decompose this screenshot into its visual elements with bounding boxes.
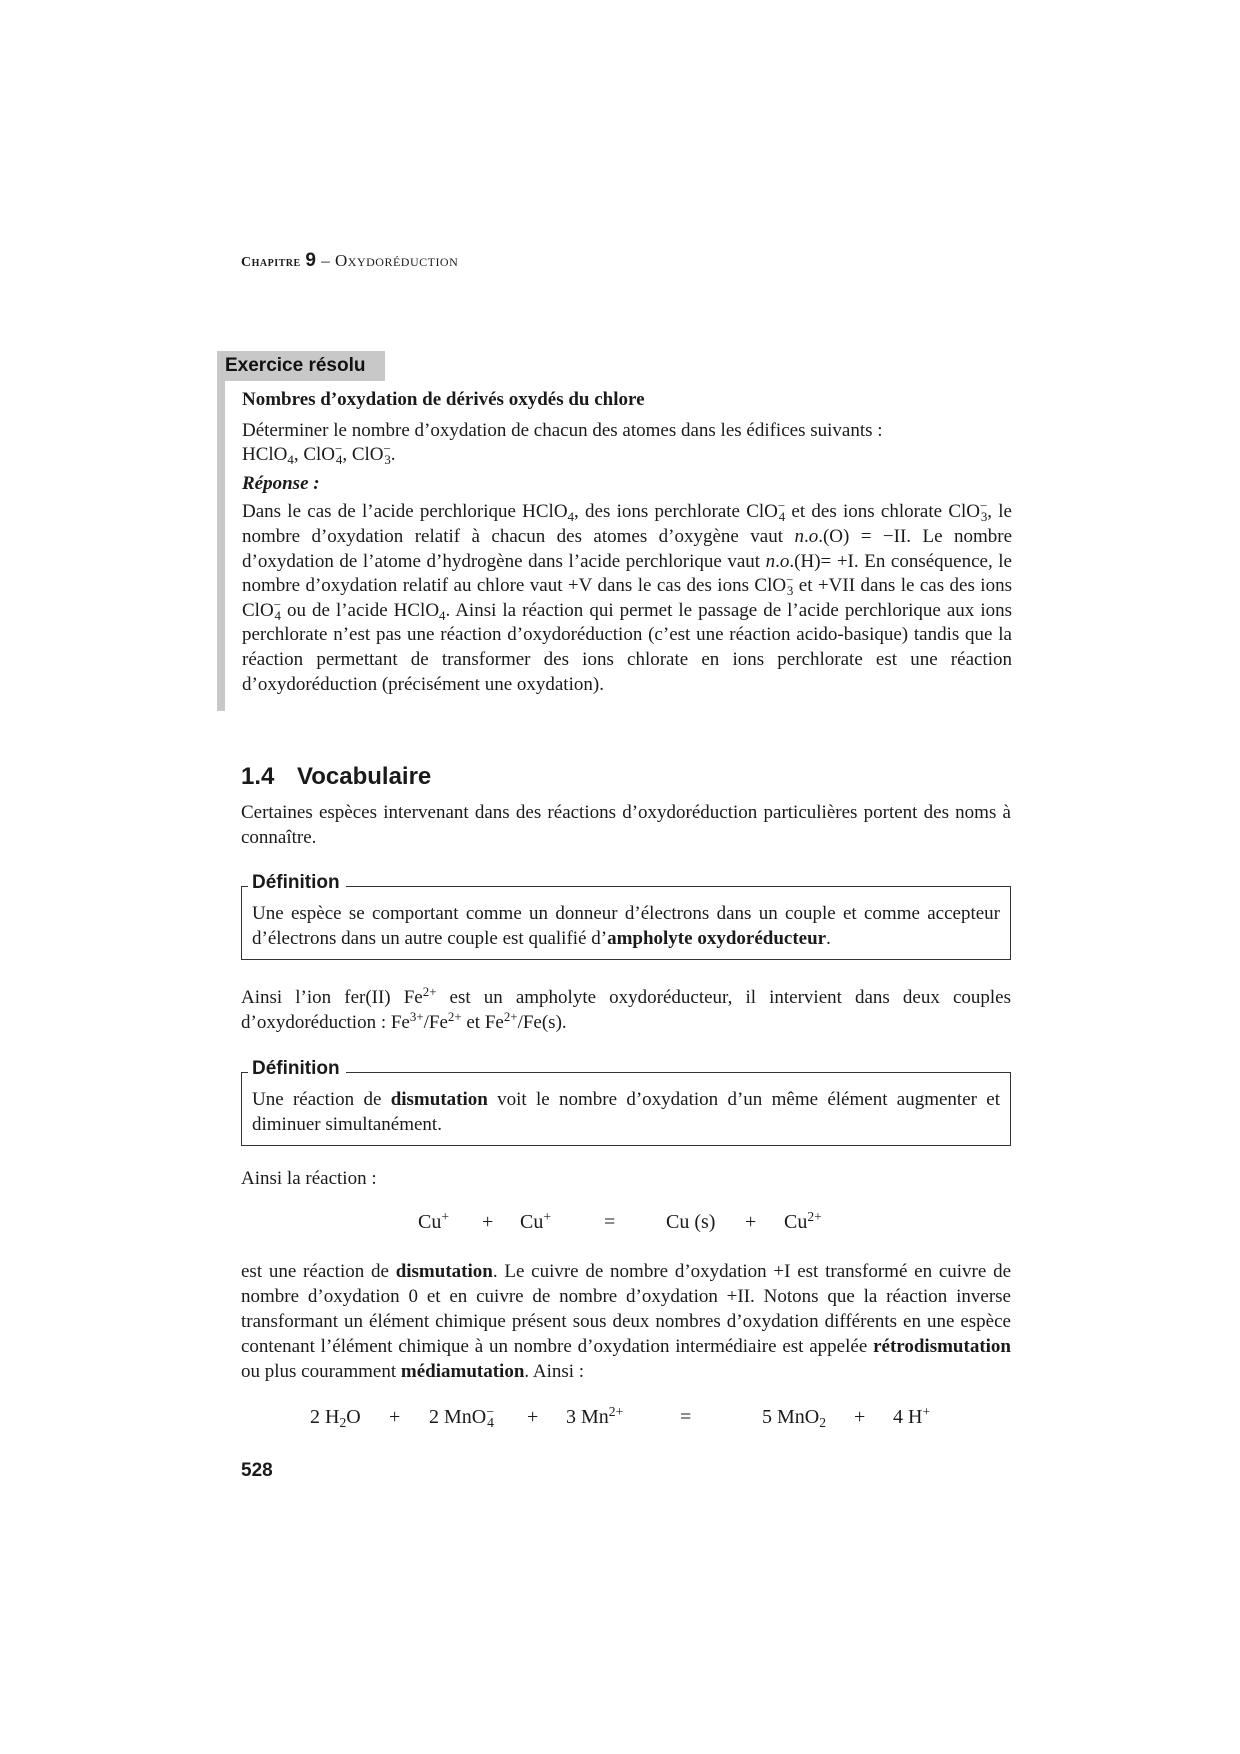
section-heading bbox=[241, 763, 431, 791]
exercise-tab: Exercice résolu bbox=[217, 351, 385, 381]
paragraph-dismutation-explanation: est une réaction de dismutation. Le cuivre de nombre d’oxydation +I est transformé en cuivre de nombre d’oxydation 0 et en cuivre de nombre d’oxydation +II. Notons que la réaction inverse transformant un élément chimique présent sous deux nombres d’oxydation différents en une espèce contenant l’élément chimique à un nombre d’oxydation intermédiaire est appelée rétrodismutation ou plus couramment médiamutation. Ainsi : bbox=[241, 1261, 1011, 1382]
definition-label: Définition bbox=[248, 871, 346, 895]
exercise-side-bar bbox=[217, 381, 225, 711]
definition-box-ampholyte: Définition Une espèce se comportant comme un donneur d’électrons dans un couple et comme accepteur d’électrons dans un autre couple est qualifié d’ampholyte oxydoréducteur. bbox=[241, 886, 1011, 960]
section-number: 1.4 bbox=[241, 763, 275, 790]
definition-term: dismutation bbox=[390, 1089, 488, 1110]
exercise-title: Nombres d’oxydation de dérivés oxydés du chlore bbox=[242, 389, 645, 410]
section-title: Vocabulaire bbox=[297, 763, 432, 790]
section-intro: Certaines espèces intervenant dans des réactions d’oxydoréduction particulières portent des noms à connaître. bbox=[241, 802, 1011, 848]
exercise-body bbox=[242, 388, 1012, 697]
chapter-word: Chapitre bbox=[241, 255, 301, 270]
definition-term: ampholyte oxydoréducteur bbox=[607, 928, 827, 949]
header-separator: – bbox=[321, 251, 331, 270]
exercise-answer: Dans le cas de l’acide perchlorique HClO$_4$, des ions perchlorate ClO−$_4$ et des ions chlorate ClO−$_3$, le nombre d’oxydation relatif à chacun des atomes d’oxygène vaut n.o.(O) = −II. Le nombre d’oxydation de l’atome d’hydrogène dans l’acide perchlorique vaut n.o.(H)= +I. En conséquence, le nombre d’oxydation relatif au chlore vaut +V dans le cas des ions ClO−$_3$ et +VII dans le cas des ions ClO−$_4$ ou de l’acide HClO$_4$. Ainsi la réaction qui permet le passage de l’acide perchlorique aux ions perchlorate n’est pas une réaction d’oxydoréduction (c’est une réaction acido-basique) tandis que la réaction permettant de transformer des ions chlorate en ions perchlorate est une réaction d’oxydoréduction (précisément une oxydation). bbox=[242, 498, 1012, 695]
answer-label: Réponse : bbox=[242, 472, 320, 494]
paragraph-ainsi-reaction: Ainsi la réaction : bbox=[241, 1168, 377, 1189]
exercise-statement: Déterminer le nombre d’oxydation de chacun des atomes dans les édifices suivants : HClO$_4$, ClO−$_4$, ClO−$_3$. bbox=[242, 419, 883, 468]
running-header bbox=[241, 250, 458, 272]
definition-box-dismutation: Définition Une réaction de dismutation voit le nombre d’oxydation d’un même élément augmenter et diminuer simultanément. bbox=[241, 1072, 1011, 1146]
chapter-title: Oxydoréduction bbox=[335, 251, 459, 270]
chapter-number: 9 bbox=[305, 250, 317, 271]
paragraph-fer-ii: Ainsi l’ion fer(II) $Fe^{2+}$ est un ampholyte oxydoréducteur, il intervient dans deux couples d’oxydoréduction : $Fe^{3+}/Fe^{2+}$ et $Fe^{2+}/Fe(s)$. bbox=[241, 983, 1011, 1033]
definition-label: Définition bbox=[248, 1057, 346, 1081]
page-number: 528 bbox=[241, 1460, 273, 1481]
